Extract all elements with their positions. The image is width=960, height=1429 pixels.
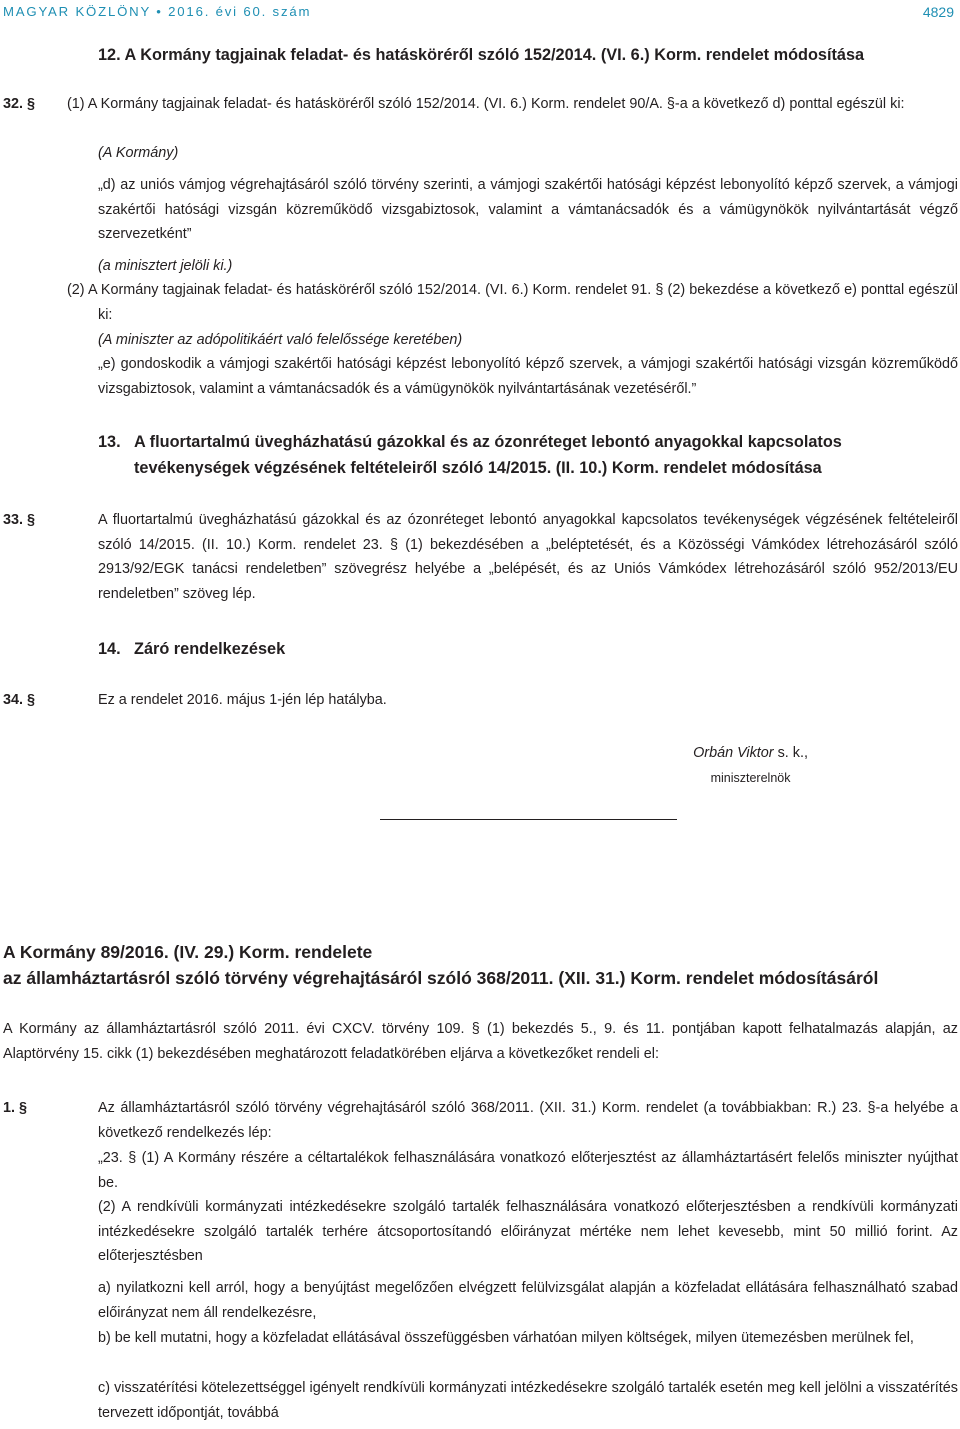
para-33-text: A fluortartalmú üvegházhatású gázokkal és az ózonréteget lebontó anyagokkal kapcsolatos tevékenységek végzésének feltételeiről szóló 14/2015. (II. 10.) Korm. rendelet 23. § (1) bekezdésében a „beléptetését, és a Közösségi Vámkódex létrehozásáról szóló 2913/92/EGK tanácsi rendeletben” szövegrész helyébe a „belépését, és az Uniós Vámkódex létrehozásáról szóló 952/2013/EU rendeletben” szöveg lép. — [98, 512, 958, 602]
para-32-1 — [67, 92, 958, 117]
running-header: MAGYAR KÖZLÖNY • 2016. évi 60. szám — [3, 4, 312, 19]
para-34-text: Ez a rendelet 2016. május 1-jén lép hatályba. — [98, 692, 387, 708]
section-13-title — [98, 429, 918, 481]
para-33-number: 33. § — [3, 512, 36, 528]
decree-subtitle: az államháztartásról szóló törvény végrehajtásáról szóló 368/2011. (XII. 31.) Korm. rendelet módosításáról — [3, 968, 879, 988]
para-1-quote-c: c) visszatérítési kötelezettséggel igényelt rendkívüli kormányzati intézkedésekre szolgáló tartalék esetén meg kell jelölni a visszatérítés tervezett időpontját, továbbá — [98, 1380, 958, 1421]
decree-preamble: A Kormány az államháztartásról szóló 2011. évi CXCV. törvény 109. § (1) bekezdés 5., 9. és 11. pontjában kapott felhatalmazás alapján, az Alaptörvény 15. cikk (1) bekezdésében meghatározott feladatkörében eljárva a következőket rendeli el: — [3, 1021, 958, 1062]
para-1-quote-1: „23. § (1) A Kormány részére a céltartalékok felhasználására vonatkozó előterjesztést az államháztartásért felelős miniszter nyújthat be. — [98, 1150, 958, 1191]
section-13-number: 13. — [98, 433, 121, 451]
para-32-2-intro: (A miniszter az adópolitikáért való felelőssége keretében) — [98, 332, 463, 348]
section-14-number: 14. — [98, 640, 121, 658]
signature-name: Orbán Viktor — [693, 745, 774, 761]
decree-title: A Kormány 89/2016. (IV. 29.) Korm. rendelete — [3, 942, 373, 962]
para-32-1-text: (1) A Kormány tagjainak feladat- és hatásköréről szóló 152/2014. (VI. 6.) Korm. rendelet 90/A. §-a a következő d) ponttal egészül ki: — [67, 96, 905, 112]
signature-role: miniszterelnök — [710, 770, 791, 785]
para-1-quote-2: (2) A rendkívüli kormányzati intézkedésekre szolgáló tartalék felhasználására vonatkozó előterjesztésben a rendkívüli kormányzati intézkedésekre szolgáló tartalék terhére átcsoportosítandó előirányzat mértéke nem lehet kevesebb, mint 50 millió forint. Az előterjesztésben — [98, 1199, 958, 1264]
para-1-text: Az államháztartásról szóló törvény végrehajtásáról szóló 368/2011. (XII. 31.) Korm. rendelet (a továbbiakban: R.) 23. §-a helyébe a következő rendelkezés lép: — [98, 1100, 958, 1141]
section-14-title — [98, 636, 918, 662]
para-32-1-quote: „d) az uniós vámjog végrehajtásáról szóló törvény szerinti, a vámjogi szakértői hatósági képzést lebonyolító képző szervek, a vámjogi szakértői hatósági vizsgán közreműködő vizsgabiztosok, valamint a vámtanácsadók és a vámügynökök nyilvántartását végző szervezetként” — [98, 177, 958, 242]
para-1-quote-b: b) be kell mutatni, hogy a közfeladat ellátásával összefüggésben várhatóan milyen költségek, milyen ütemezésben merülnek fel, — [98, 1330, 914, 1346]
para-1-number: 1. § — [3, 1100, 28, 1116]
para-1-quote-a: a) nyilatkozni kell arról, hogy a benyújtást megelőzően elvégzett felülvizsgálat alapján a közfeladat ellátására felhasználható szabad előirányzat nem áll rendelkezésre, — [98, 1280, 958, 1321]
para-32-1-close: (a minisztert jelöli ki.) — [98, 258, 233, 274]
section-12-title: 12. A Kormány tagjainak feladat- és hatásköréről szóló 152/2014. (VI. 6.) Korm. rendelet módosítása — [98, 46, 865, 64]
signature-suffix: s. k., — [773, 745, 808, 761]
section-14-text: Záró rendelkezések — [134, 640, 286, 658]
para-32-2-text: (2) A Kormány tagjainak feladat- és hatásköréről szóló 152/2014. (VI. 6.) Korm. rendelet 91. § (2) bekezdése a következő e) ponttal egészül ki: — [67, 282, 958, 323]
signature-block — [693, 741, 808, 790]
para-32-2 — [67, 278, 958, 327]
separator-rule — [380, 819, 677, 820]
page-number: 4829 — [922, 4, 954, 20]
para-32-number: 32. § — [3, 96, 36, 112]
para-32-2-quote: „e) gondoskodik a vámjogi szakértői hatósági képzést lebonyolító képző szervek, a vámjogi szakértői hatósági vizsgán közreműködő vizsgabiztosok, valamint a vámtanácsadók és a vámügynökök nyilvántartásának vezetéséről.” — [98, 356, 958, 397]
para-32-1-intro: (A Kormány) — [98, 145, 179, 161]
para-34-number: 34. § — [3, 692, 36, 708]
section-13-text: A fluortartalmú üvegházhatású gázokkal és az ózonréteget lebontó anyagokkal kapcsolatos tevékenységek végzésének feltételeiről szóló 14/2015. (II. 10.) Korm. rendelet módosítása — [134, 433, 842, 477]
